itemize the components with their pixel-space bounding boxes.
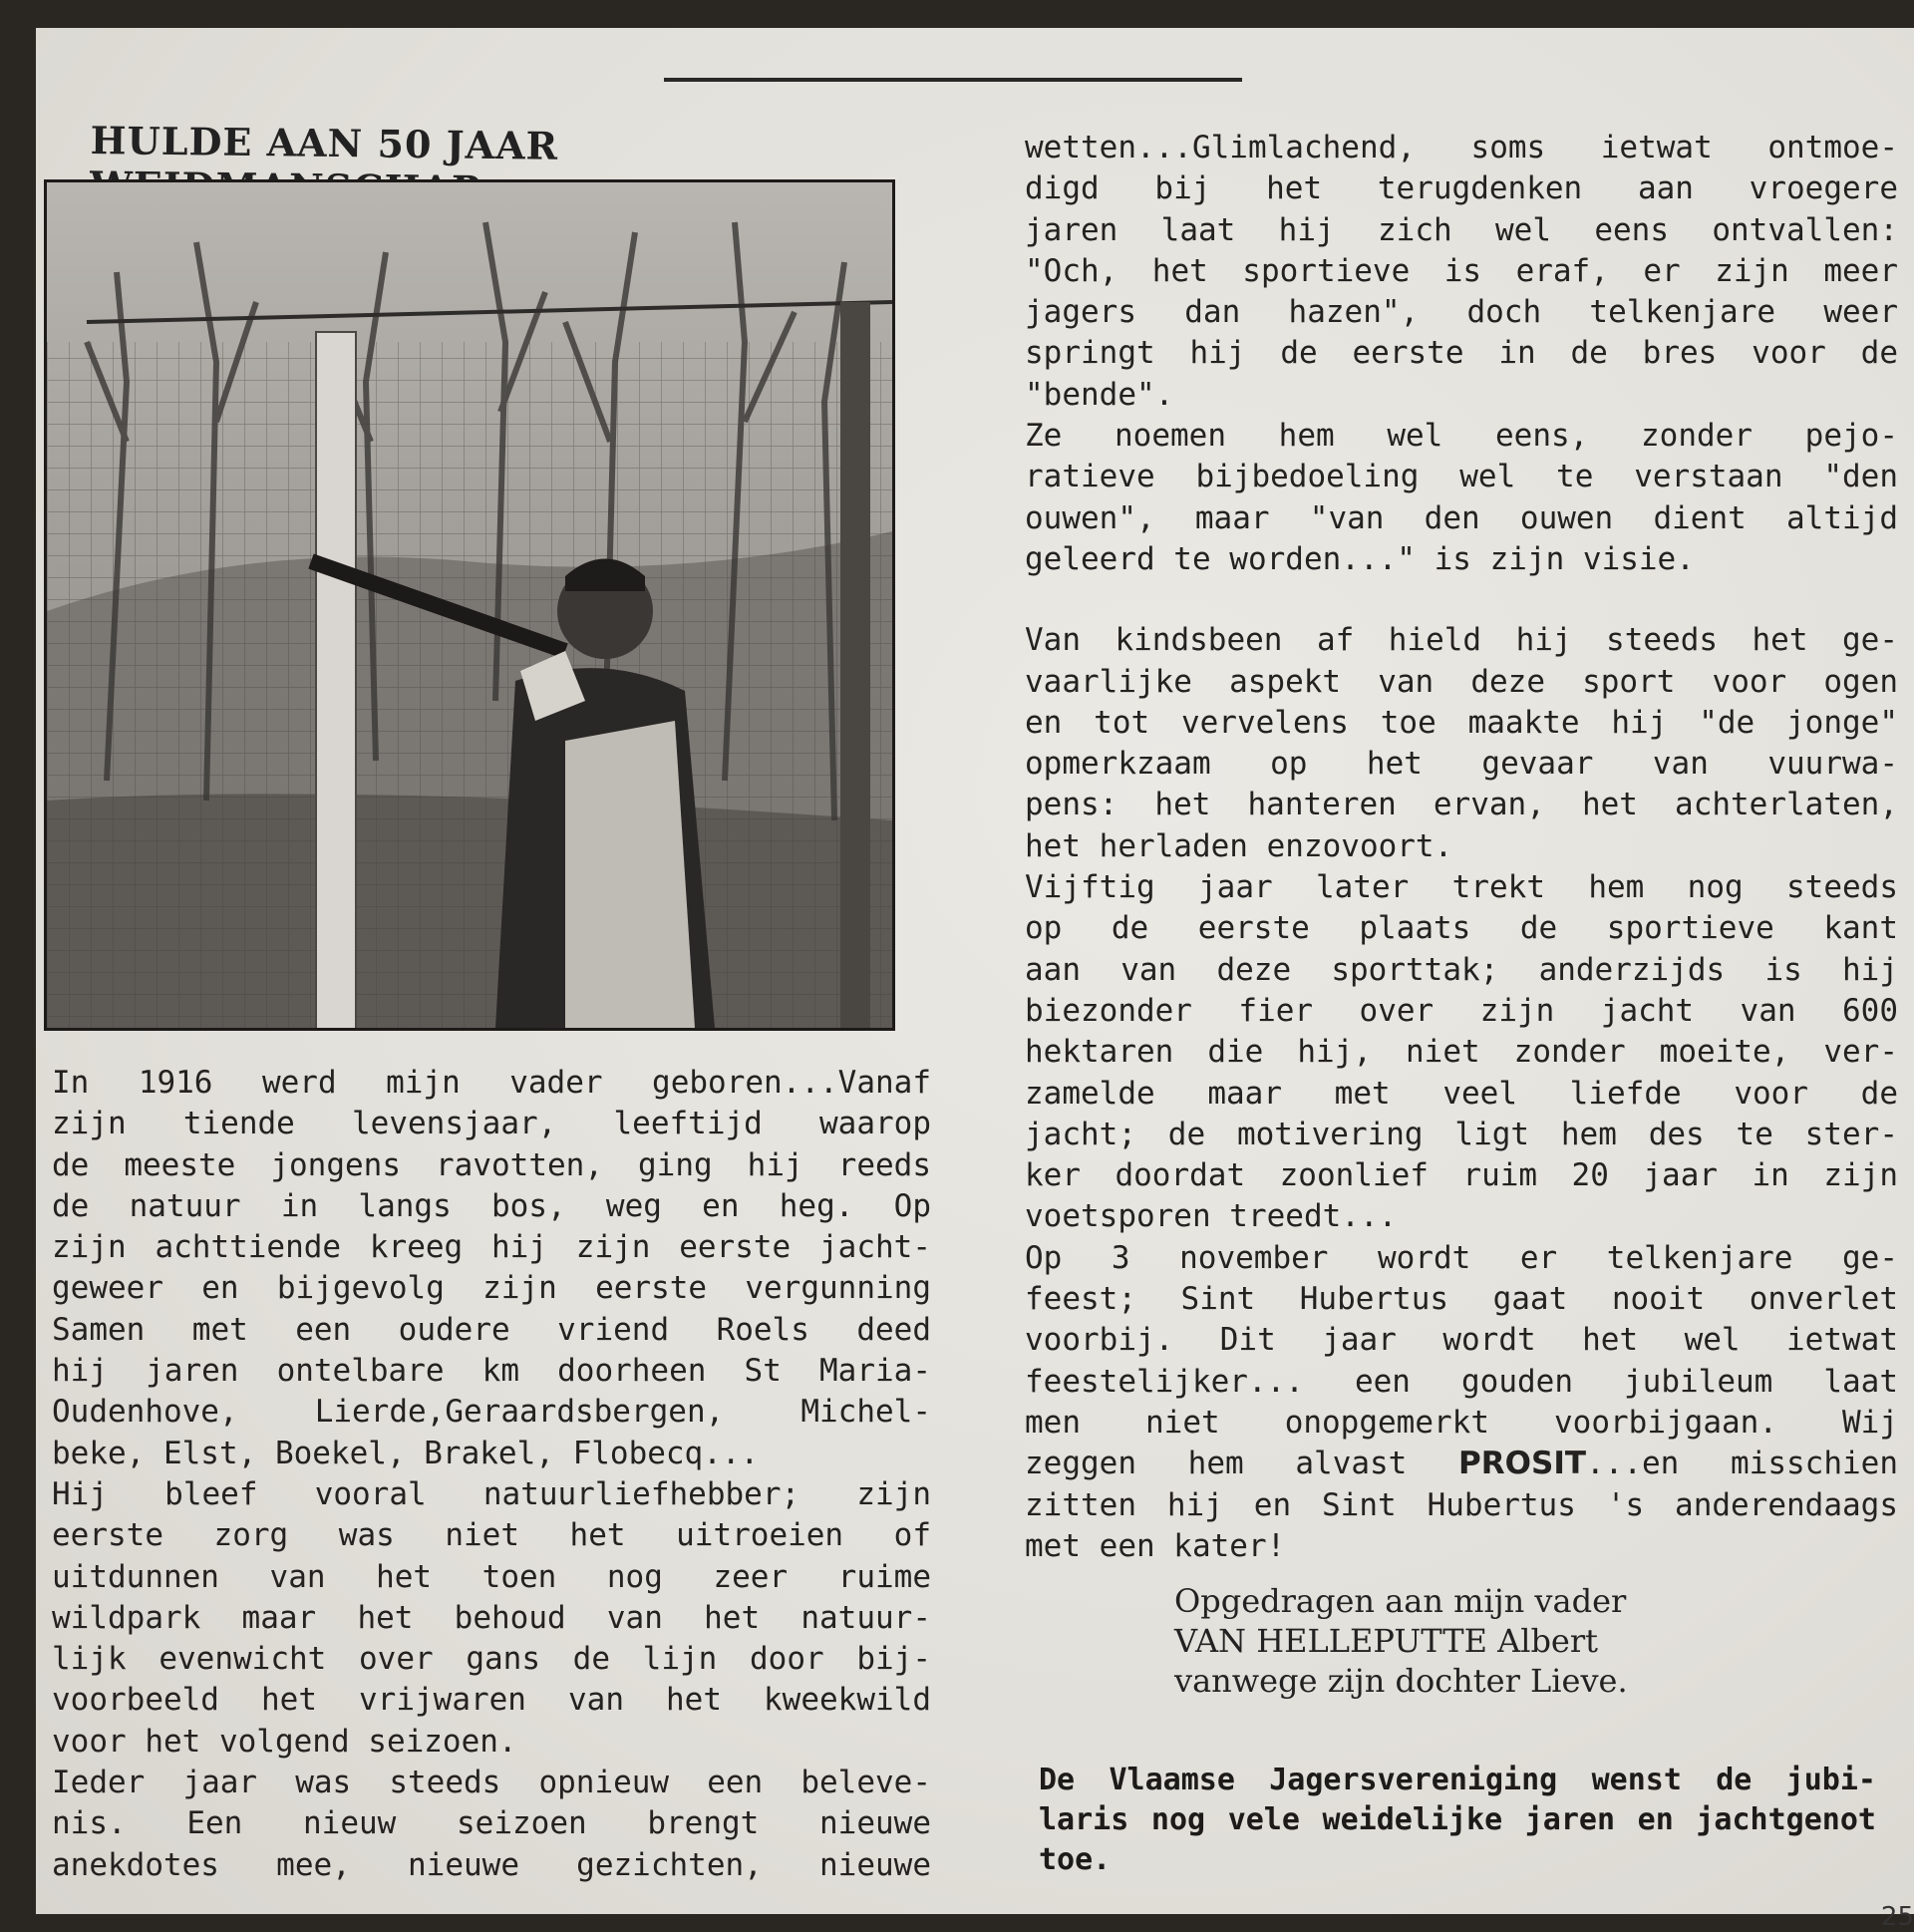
text-line: men niet onopgemerkt voorbijgaan. Wij bbox=[1025, 1404, 1898, 1441]
article-headline: HULDE AAN 50 JAAR bbox=[90, 118, 559, 168]
text-line: voor het volgend seizoen. bbox=[52, 1723, 517, 1760]
text-line: ratieve bijbedoeling wel te verstaan "den bbox=[1025, 459, 1898, 495]
text-line: wetten...Glimlachend, soms ietwat ontmoe- bbox=[1025, 130, 1898, 165]
text-line: feestelijker... een gouden jubileum laat bbox=[1025, 1363, 1898, 1400]
text-line: uitdunnen van het toen nog zeer ruime bbox=[52, 1558, 931, 1595]
prosit-line bbox=[1025, 1444, 1898, 1484]
text-line: geleerd te worden..." is zijn visie. bbox=[1025, 540, 1695, 577]
prosit-word: PROSIT bbox=[1458, 1446, 1586, 1482]
text-line: geweer en bijgevolg zijn eerste vergunning bbox=[52, 1270, 931, 1307]
closing-line: toe. bbox=[1039, 1842, 1112, 1877]
text-line: wildpark maar het behoud van het natuur- bbox=[52, 1599, 931, 1636]
article-left-column bbox=[52, 1063, 931, 1886]
text-line: digd bij het terugdenken aan vroegere bbox=[1025, 170, 1898, 207]
text-line: voorbeeld het vrijwaren van het kweekwild bbox=[52, 1682, 931, 1719]
text-line: aan van deze sporttak; anderzijds is hij bbox=[1025, 951, 1898, 988]
magazine-page bbox=[36, 28, 1914, 1932]
prosit-after: ...en misschien bbox=[1586, 1446, 1898, 1482]
closing-line: De Vlaamse Jagersvereniging wenst de jubi- bbox=[1039, 1763, 1876, 1797]
text-line: Op 3 november wordt er telkenjare ge- bbox=[1025, 1239, 1898, 1276]
closing-statement bbox=[1039, 1761, 1876, 1880]
text-line: voorbij. Dit jaar wordt het wel ietwat bbox=[1025, 1322, 1898, 1359]
text-line: nis. Een nieuw seizoen brengt nieuwe bbox=[52, 1805, 931, 1842]
text-line: In 1916 werd mijn vader geboren...Vanaf bbox=[52, 1065, 931, 1101]
closing-line: laris nog vele weidelijke jaren en jachtgenot bbox=[1039, 1802, 1876, 1837]
text-line: beke, Elst, Boekel, Brakel, Flobecq... bbox=[52, 1435, 760, 1471]
text-line: zijn tiende levensjaar, leeftijd waarop bbox=[52, 1106, 931, 1142]
article-photo bbox=[44, 179, 895, 1031]
text-line: ker doordat zoonlief ruim 20 jaar in zijn bbox=[1025, 1157, 1898, 1194]
text-line: "bende". bbox=[1025, 376, 1174, 413]
text-line: springt hij de eerste in de bres voor de bbox=[1025, 335, 1898, 372]
text-line: eerste zorg was niet het uitroeien of bbox=[52, 1517, 931, 1554]
text-line: voetsporen treedt... bbox=[1025, 1198, 1398, 1235]
article-right-column bbox=[1025, 128, 1898, 1567]
hunter-photo-illustration bbox=[47, 182, 892, 1028]
dedication-line: vanwege zijn dochter Lieve. bbox=[1174, 1662, 1628, 1700]
dedication-line: VAN HELLEPUTTE Albert bbox=[1174, 1622, 1599, 1660]
text-line: op de eerste plaats de sportieve kant bbox=[1025, 910, 1898, 947]
text-line: opmerkzaam op het gevaar van vuurwa- bbox=[1025, 746, 1898, 783]
top-rule bbox=[664, 78, 1242, 82]
text-line: het herladen enzovoort. bbox=[1025, 827, 1453, 864]
text-line: Van kindsbeen af hield hij steeds het ge- bbox=[1025, 622, 1898, 659]
text-line: Samen met een oudere vriend Roels deed bbox=[52, 1311, 931, 1348]
dedication bbox=[1174, 1581, 1872, 1701]
text-line: Oudenhove, Lierde,Geraardsbergen, Michel- bbox=[52, 1394, 931, 1431]
text-line: en tot vervelens toe maakte hij "de jonge" bbox=[1025, 704, 1898, 741]
text-line: Ze noemen hem wel eens, zonder pejo- bbox=[1025, 418, 1898, 455]
text-line: Ieder jaar was steeds opnieuw een beleve- bbox=[52, 1765, 931, 1801]
text-line: pens: het hanteren ervan, het achterlaten, bbox=[1025, 787, 1898, 823]
text-line: jagers dan hazen", doch telkenjare weer bbox=[1025, 294, 1898, 331]
text-line: biezonder fier over zijn jacht van 600 bbox=[1025, 992, 1898, 1029]
text-line: zitten hij en Sint Hubertus 's anderendaags bbox=[1025, 1486, 1898, 1523]
text-line: met een kater! bbox=[1025, 1527, 1286, 1564]
text-line: Hij bleef vooral natuurliefhebber; zijn bbox=[52, 1475, 931, 1512]
text-line: vaarlijke aspekt van deze sport voor ogen bbox=[1025, 663, 1898, 700]
paragraph-gap bbox=[1025, 580, 1898, 620]
text-line: jacht; de motivering ligt hem des te ster- bbox=[1025, 1116, 1898, 1152]
text-line: anekdotes mee, nieuwe gezichten, nieuwe bbox=[52, 1846, 931, 1883]
text-line: ouwen", maar "van den ouwen dient altijd bbox=[1025, 499, 1898, 536]
page-number: 25 bbox=[1880, 1902, 1914, 1932]
text-line: hektaren die hij, niet zonder moeite, ver- bbox=[1025, 1034, 1898, 1071]
text-line: jaren laat hij zich wel eens ontvallen: bbox=[1025, 211, 1898, 248]
text-line: de natuur in langs bos, weg en heg. Op bbox=[52, 1187, 931, 1224]
text-line: Vijftig jaar later trekt hem nog steeds bbox=[1025, 869, 1898, 906]
prosit-before: zeggen hem alvast bbox=[1025, 1446, 1459, 1482]
text-line: "Och, het sportieve is eraf, er zijn meer bbox=[1025, 252, 1898, 289]
text-line: feest; Sint Hubertus gaat nooit onverlet bbox=[1025, 1281, 1898, 1318]
text-line: zijn achttiende kreeg hij zijn eerste jacht- bbox=[52, 1229, 931, 1266]
dedication-line: Opgedragen aan mijn vader bbox=[1174, 1582, 1627, 1620]
text-line: de meeste jongens ravotten, ging hij reeds bbox=[52, 1146, 931, 1183]
text-line: hij jaren ontelbare km doorheen St Maria- bbox=[52, 1353, 931, 1390]
text-line: lijk evenwicht over gans de lijn door bij- bbox=[52, 1641, 931, 1678]
text-line: zamelde maar met veel liefde voor de bbox=[1025, 1075, 1898, 1112]
